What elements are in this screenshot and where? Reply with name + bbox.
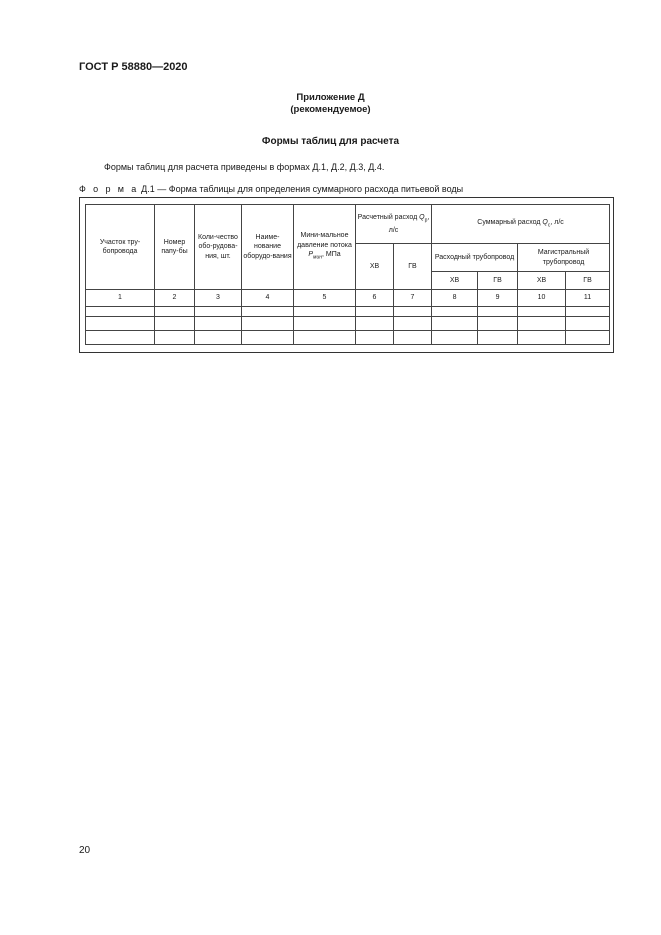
header-calc-cold: ХВ [356, 244, 394, 290]
appendix-title: Приложение Д [296, 92, 365, 103]
header-main-hot: ГВ [566, 272, 610, 290]
header-supply-hot: ГВ [478, 272, 518, 290]
header-main-cold: ХВ [518, 272, 566, 290]
header-supply-pipe: Расходный трубопровод [432, 244, 518, 272]
form-table [85, 204, 610, 345]
document-code: ГОСТ Р 58880—2020 [79, 61, 188, 73]
appendix-heading [0, 92, 661, 116]
table-row [86, 307, 610, 317]
form-caption-prefix: Ф о р м а [79, 184, 139, 194]
appendix-subtitle: (рекомендуемое) [290, 104, 371, 115]
header-main-pipe: Магистральный трубопровод [518, 244, 610, 272]
header-calc-hot: ГВ [394, 244, 432, 290]
section-title: Формы таблиц для расчета [261, 136, 400, 147]
form-caption-text: Д.1 — Форма таблицы для определения суммарного расхода питьевой воды [141, 184, 464, 194]
header-supply-cold: ХВ [432, 272, 478, 290]
header-number: Номер папу-бы [155, 205, 195, 290]
table-row [86, 331, 610, 345]
header-quantity: Коли-чество обо-рудова-ния, шт. [195, 205, 242, 290]
intro-paragraph: Формы таблиц для расчета приведены в формах Д.1, Д.2, Д.3, Д.4. [104, 162, 385, 172]
header-calc-flow: Расчетный расход $Q_р$, л/с [356, 205, 432, 244]
page-number: 20 [79, 845, 91, 856]
form-caption [79, 184, 463, 194]
header-min-pressure: Мини-мальное давление потока $P_{мин}$, МПа [294, 205, 356, 290]
column-number-row: 1 2 3 4 5 6 7 8 9 10 11 [86, 290, 610, 307]
header-total-flow: Суммарный расход $Q_с$, л/с [432, 205, 610, 244]
table-row [86, 317, 610, 331]
header-equipment-name: Наиме-нование оборудо-вания [242, 205, 294, 290]
header-pipe-section: Участок тру-бопровода [86, 205, 155, 290]
